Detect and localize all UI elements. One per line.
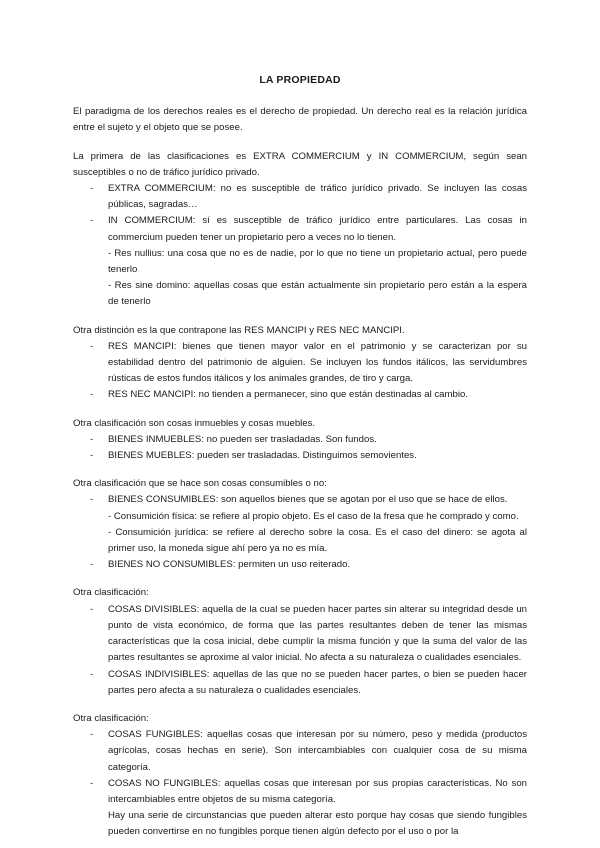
document-title: LA PROPIEDAD [259, 74, 341, 86]
list-item [73, 387, 527, 403]
bullet-dash: - [90, 340, 94, 352]
section-fungibles [73, 711, 527, 841]
intro-paragraph-block [73, 104, 527, 136]
intro-paragraph: El paradigma de los derechos reales es el derecho de propiedad. Un derecho real es la relación jurídica entre el sujeto y el objeto que se posee. [73, 106, 527, 134]
section-commercium [73, 149, 527, 311]
list-item [73, 339, 527, 388]
section-divisibles [73, 585, 527, 698]
list-item-text: COSAS DIVISIBLES: aquella de la cual se pueden hacer partes sin alterar su integridad desde un punto de vista económico, de forma que las partes resultantes deben de tener las mismas características que la cosa inicial, debe cumplir la misma función y que la suma del valor de las partes resultantes se aproxime al valor inicial. No afecta a su naturaleza o cualidades esenciales. [108, 603, 527, 664]
list-item-text: BIENES NO CONSUMIBLES: permiten un uso reiterado. [108, 559, 351, 571]
section-heading: Otra clasificación: [73, 712, 149, 724]
bullet-list [73, 727, 527, 840]
sub-item: - Res nullius: una cosa que no es de nadie, por lo que no tiene un propietario actual, pero puede tenerlo [108, 247, 527, 276]
bullet-dash: - [90, 559, 94, 571]
bullet-dash: - [90, 433, 94, 445]
section-heading: La primera de las clasificaciones es EXTRA COMMERCIUM y IN COMMERCIUM, según sean susceptibles o no de tráfico jurídico privado. [73, 150, 527, 178]
list-item [73, 432, 527, 448]
list-item-text: COSAS INDIVISIBLES: aquellas de las que no se pueden hacer partes, o bien se pueden hacer partes pero afecta a su naturaleza o cualidades esenciales. [108, 668, 527, 696]
bullet-dash: - [90, 729, 94, 741]
list-item-text: BIENES MUEBLES: pueden ser trasladadas. Distinguimos semovientes. [108, 450, 417, 462]
bullet-dash: - [90, 450, 94, 462]
bullet-list [73, 339, 527, 404]
list-item-text: RES NEC MANCIPI: no tienden a permanecer, sino que están destinadas al cambio. [108, 389, 468, 401]
list-item-text: RES MANCIPI: bienes que tienen mayor valor en el patrimonio y se caracterizan por su estabilidad dentro del patrimonio de alguien. Se incluyen los fundos itálicos, las servidumbres rústicas de estos fundos itálicos y los animales grandes, de tiro y carga. [108, 340, 527, 385]
list-item [73, 602, 527, 667]
list-item [73, 667, 527, 699]
sub-item: - Res sine domino: aquellas cosas que están actualmente sin propietario pero están a la espera de tenerlo [108, 280, 527, 308]
list-item-text: BIENES INMUEBLES: no pueden ser trasladadas. Son fundos. [108, 433, 377, 445]
list-item [73, 557, 527, 573]
section-inmuebles-muebles [73, 416, 527, 465]
bullet-dash: - [90, 215, 94, 227]
list-item-text: IN COMMERCIUM: sí es susceptible de tráfico jurídico entre particulares. Las cosas in commercium pueden tener un propietario pero a veces no lo tienen. [108, 215, 527, 243]
bullet-list [73, 492, 527, 573]
list-item [73, 448, 527, 464]
section-heading: Otra clasificación que se hace son cosas consumibles o no: [73, 478, 327, 490]
list-item [73, 213, 527, 310]
list-item-text: BIENES CONSUMIBLES: son aquellos bienes que se agotan por el uso que se hace de ellos. [108, 494, 508, 506]
bullet-dash: - [90, 777, 94, 789]
section-heading: Otra distinción es la que contrapone las RES MANCIPI y RES NEC MANCIPI. [73, 324, 405, 336]
list-item-text: EXTRA COMMERCIUM: no es susceptible de tráfico jurídico privado. Se incluyen las cosas públicas, sagradas… [108, 183, 527, 211]
list-item-text: COSAS FUNGIBLES: aquellas cosas que interesan por su número, peso y medida (productos agrícolas, cosas hechas en serie). Son intercambiables con cualquier cosa de su misma categoría. [108, 729, 527, 773]
sub-item: - Consumición jurídica: se refiere al derecho sobre la cosa. Es el caso del dinero: se agota al primer uso, la moneda sigue ahí pero ya no es mía. [108, 526, 527, 555]
list-item [73, 727, 527, 776]
bullet-list [73, 602, 527, 699]
bullet-dash: - [90, 389, 94, 401]
list-item [73, 181, 527, 213]
list-item [73, 492, 527, 557]
section-heading: Otra clasificación: [73, 587, 149, 599]
bullet-dash: - [90, 668, 94, 680]
bullet-list [73, 181, 527, 311]
sub-item: - Consumición física: se refiere al propio objeto. Es el caso de la fresa que he comprado y como. [108, 510, 519, 522]
section-mancipi [73, 323, 527, 404]
bullet-dash: - [90, 183, 94, 195]
list-item-text: COSAS NO FUNGIBLES: aquellas cosas que interesan por sus propias características. No son intercambiables entre objetos de su misma categoría. [108, 777, 527, 805]
section-heading: Otra clasificación son cosas inmuebles y cosas muebles. [73, 417, 316, 429]
section-consumibles [73, 476, 527, 573]
bullet-dash: - [90, 494, 94, 506]
continuation-paragraph: Hay una serie de circunstancias que pueden alterar esto porque hay cosas que siendo fungibles pueden convertirse en no fungibles porque tienen algún defecto por el uso o por la [108, 810, 527, 838]
bullet-dash: - [90, 603, 94, 615]
list-item [73, 776, 527, 841]
bullet-list [73, 432, 527, 464]
